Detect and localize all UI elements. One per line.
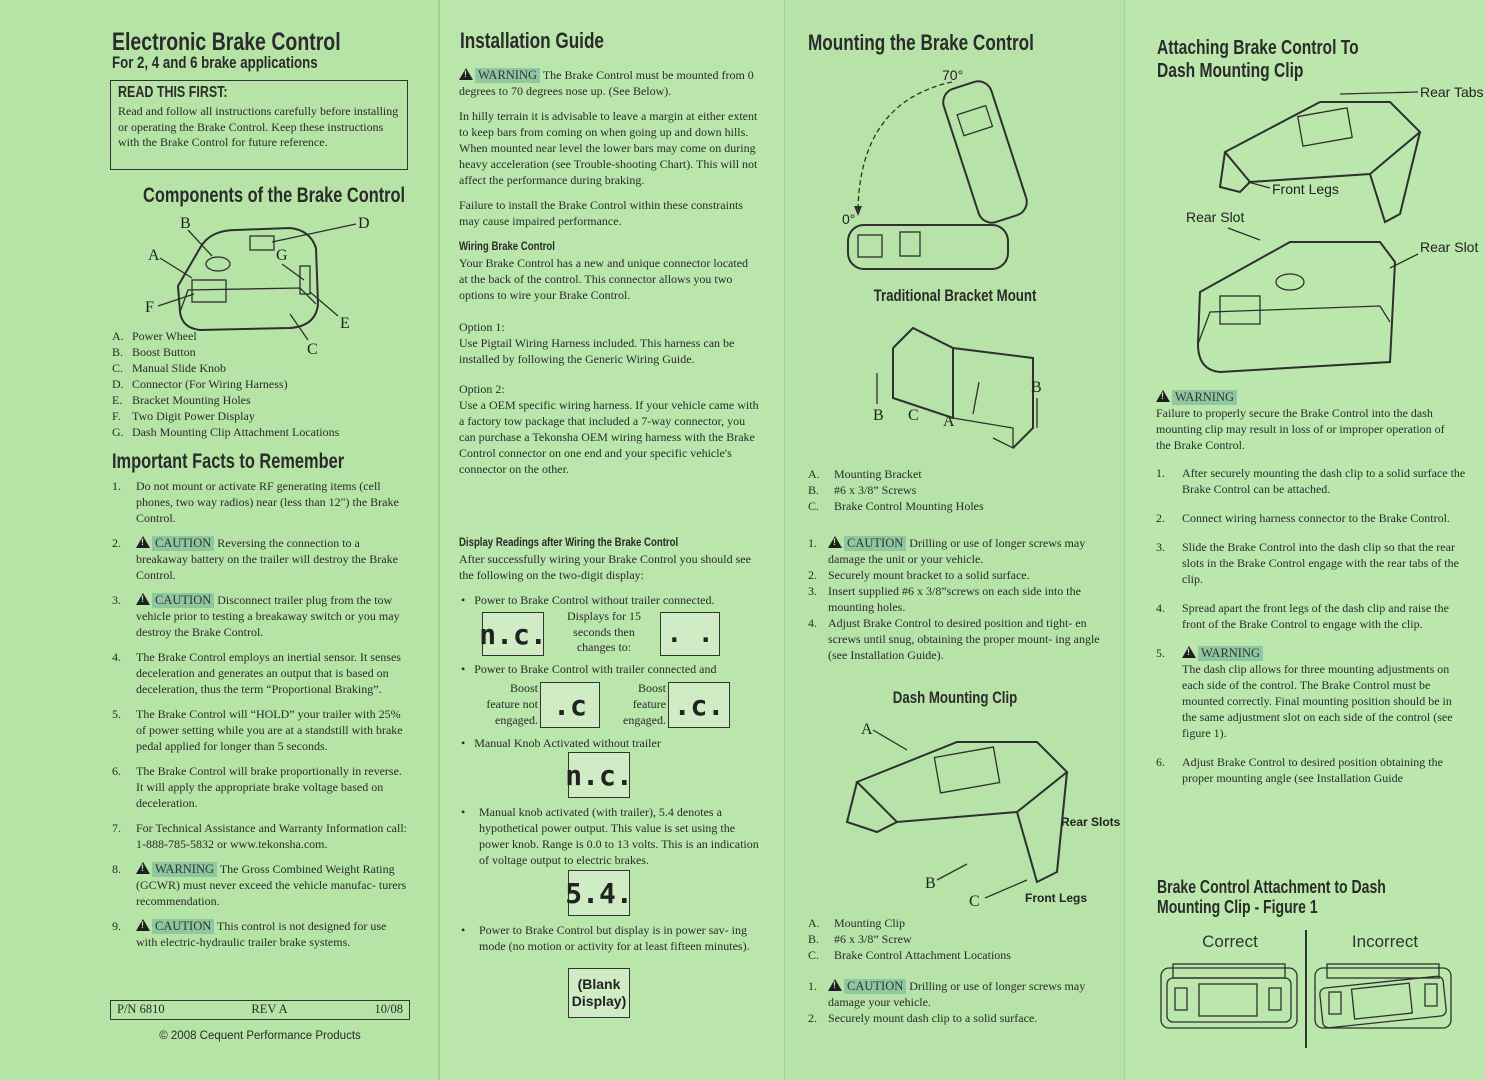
incorrect-mount-figure xyxy=(1313,962,1455,1032)
dash-clip-heading: Dash Mounting Clip xyxy=(892,688,1018,707)
option-1-label: Option 1: xyxy=(459,320,505,334)
component-item: G. Dash Mounting Clip Attachment Locations xyxy=(112,425,340,439)
caution-badge: CAUTION xyxy=(844,536,906,551)
installation-guide-heading: Installation Guide xyxy=(460,28,604,53)
clip-item: A. Mounting Clip xyxy=(808,916,906,930)
diagram-label-c: C xyxy=(307,341,318,358)
attach-step: 2. Connect wiring harness connector to the Brake Control. xyxy=(1156,511,1450,525)
diagram-label-e: E xyxy=(340,315,350,332)
caution-icon xyxy=(828,536,842,548)
mounting-heading: Mounting the Brake Control xyxy=(808,30,1034,55)
component-item: B. Boost Button xyxy=(112,345,196,359)
clip-item: B. #6 x 3/8” Screw xyxy=(808,932,912,946)
fact-item: 7. For Technical Assistance and Warranty Information call: 1-888-785-5832 or www.tekonsha.com. xyxy=(112,821,408,851)
reading-bullet-1: • Power to Brake Control without trailer connected. xyxy=(461,593,715,607)
panel-mounting xyxy=(785,0,1125,1080)
diagram-label-d: D xyxy=(358,215,370,232)
installation-text: !WARNING The Brake Control must be mounted from 0 degrees to 70 degrees nose up. (See Below). In hilly terrain it is advisable to leave a margin at either extent to keep bars from coming on when going up and down hills. When mounted near level the lower bars may come on during heavy acceleration (see Trouble-shooting Chart). This will not affect the performance during braking. Failure to install the Brake Control within these constraints may cause impaired performance. Wiring Brake Control Your Brake Control has a new and unique connector located at the back of the control. This connector allows you two options to wire your Brake Control. Option 1: Use Pigtail Wiring Harness included. This harness can be installed by following the Generic Wiring Guide. Option 2: Use a OEM specific wiring harness. If your vehicle came with a factory tow package that included a 7-way connector, you can purchase a Tekonsha OEM wiring harness with the Brake Control connector on one end and your specific vehicle's connector on the other. xyxy=(459,67,759,486)
wiring-heading: Wiring Brake Control xyxy=(459,239,555,253)
attach-warning: !WARNING Failure to properly secure the Brake Control into the dash mounting clip may result in loss of or improper operation of the Brake Control. xyxy=(1156,389,1456,453)
fact-item: 1. Do not mount or activate RF generating items (cell phones, two way radios) near (less than 12") the Brake Control. xyxy=(112,479,399,525)
angle-0-label: 0° xyxy=(842,211,856,227)
read-this-first-text: Read and follow all instructions carefully before installing or operating the Brake Control. Keep these instructions with the Brake Control for future reference. xyxy=(118,104,399,149)
caution-badge: CAUTION xyxy=(152,593,214,608)
components-heading: Components of the Brake Control xyxy=(143,184,406,207)
clip-items xyxy=(808,915,1108,963)
display-c: .c xyxy=(540,682,600,728)
angle-70-label: 70° xyxy=(942,67,964,83)
fact-item: 2. ! CAUTION Reversing the connection to a breakaway battery on the trailer will destroy the Brake Control. xyxy=(112,535,408,583)
caution-icon xyxy=(136,919,150,931)
clip-steps xyxy=(808,978,1108,1026)
component-item: F. Two Digit Power Display xyxy=(112,409,255,423)
document-title: Electronic Brake Control xyxy=(112,28,341,56)
warning-badge: WARNING xyxy=(152,862,217,877)
figure-heading-line1: Brake Control Attachment to Dash xyxy=(1157,877,1386,897)
bracket-label-b: B xyxy=(873,407,884,424)
warning-icon xyxy=(459,68,473,80)
display-blank: (Blank Display) xyxy=(568,968,630,1018)
attach-step: 5. ! WARNING The dash clip allows for three mounting adjustments on each side of the control. The Brake Control must be mounted correctly. Final mounting position should be in the same adjustment slot on each side of the control (see figure 1). xyxy=(1156,645,1466,741)
option-2-label: Option 2: xyxy=(459,382,505,396)
bracket-item: C. Brake Control Mounting Holes xyxy=(808,499,984,513)
fact-item: 4. The Brake Control employs an inertial sensor. It senses deceleration and generates an output that is based on deceleration, thus the term “Proportional Braking”. xyxy=(112,650,401,696)
bracket-label-b-right: B xyxy=(1031,379,1042,396)
bracket-items xyxy=(808,466,1108,514)
revision-date: 10/08 xyxy=(374,1002,403,1016)
facts-heading: Important Facts to Remember xyxy=(112,450,345,473)
clip-item: C. Brake Control Attachment Locations xyxy=(808,948,1011,962)
component-item: C. Manual Slide Knob xyxy=(112,361,226,375)
panel-electronic-brake-control xyxy=(0,0,440,1080)
bracket-step: 3. Insert supplied #6 x 3/8”screws on each side into the mounting holes. xyxy=(808,584,1081,614)
caution-badge: CAUTION xyxy=(844,979,906,994)
bracket-item: A. Mounting Bracket xyxy=(808,467,922,481)
rear-slot-left-label: Rear Slot xyxy=(1186,209,1245,225)
document-subtitle: For 2, 4 and 6 brake applications xyxy=(112,53,318,72)
diagram-label-g: G xyxy=(276,247,288,264)
bracket-mount-heading: Traditional Bracket Mount xyxy=(873,286,1037,305)
caution-badge: CAUTION xyxy=(152,536,214,551)
warning-icon xyxy=(136,862,150,874)
display-5-4: 5.4. xyxy=(568,870,630,916)
component-item: E. Bracket Mounting Holes xyxy=(112,393,251,407)
bracket-step: 4. Adjust Brake Control to desired position and tight- en screws until snug, obtaining the proper mount- ing angle (see Installation Guide). xyxy=(808,616,1100,662)
revision: REV A xyxy=(251,1002,288,1016)
bracket-step: 1. ! CAUTION Drilling or use of longer screws may damage the unit or your vehicle. xyxy=(808,535,1108,567)
diagram-label-a: A xyxy=(148,247,160,264)
boost-engaged-text: Boost feature engaged. xyxy=(623,681,666,727)
attach-step: 6. Adjust Brake Control to desired position obtaining the proper mounting angle (see Installation Guide xyxy=(1156,755,1443,785)
components-list xyxy=(112,328,432,440)
display-c-dot: .c. xyxy=(668,682,730,728)
panel-installation-guide xyxy=(440,0,785,1080)
correct-label: Correct xyxy=(1202,932,1258,951)
clip-label-a: A xyxy=(861,721,873,738)
warning-badge: WARNING xyxy=(475,68,540,83)
bracket-label-c: C xyxy=(908,407,919,424)
attaching-heading-line2: Dash Mounting Clip xyxy=(1157,60,1304,82)
bracket-mount-diagram xyxy=(853,318,1063,458)
read-this-first-box xyxy=(110,80,408,170)
attach-step: 1. After securely mounting the dash clip to a solid surface the Brake Control can be attached. xyxy=(1156,466,1466,496)
warning-badge: WARNING xyxy=(1198,646,1263,661)
copyright: © 2008 Cequent Performance Products xyxy=(159,1030,361,1042)
attach-steps xyxy=(1156,465,1466,795)
figure-heading-line2: Mounting Clip - Figure 1 xyxy=(1157,897,1318,917)
warning-icon xyxy=(1182,646,1196,658)
panel-attaching xyxy=(1125,0,1485,1080)
displays-for-text: Displays for 15 seconds then changes to: xyxy=(567,609,641,654)
component-item: A. Power Wheel xyxy=(112,329,197,343)
clip-step: 1. ! CAUTION Drilling or use of longer screws may damage your vehicle. xyxy=(808,978,1108,1010)
reading-bullet-4: • Manual knob activated (with trailer), 5.4 denotes a hypothetical power output. This value is set using the power knob. Range is 0.0 to 13 volts. This is an indication of voltage output to electric brakes. xyxy=(461,805,759,867)
rear-slots-label: Rear Slots xyxy=(1061,815,1121,829)
display-nc: n.c. xyxy=(482,612,544,656)
attach-step: 4. Spread apart the front legs of the dash clip and raise the front of the Brake Control to engage with the clip. xyxy=(1156,601,1449,631)
diagram-label-f: F xyxy=(145,299,154,316)
clip-label-b: B xyxy=(925,875,936,892)
caution-icon xyxy=(136,593,150,605)
warning-badge: WARNING xyxy=(1172,390,1237,405)
part-number: P/N 6810 xyxy=(117,1002,165,1016)
diagram-label-b: B xyxy=(180,215,191,232)
fact-item: 6. The Brake Control will brake proportionally in reverse. It will apply the appropriate brake voltage based on deceleration. xyxy=(112,764,402,810)
front-legs-label-top: Front Legs xyxy=(1272,181,1339,197)
dash-clip-diagram xyxy=(837,712,1121,912)
clip-label-c: C xyxy=(969,893,980,910)
display-readings: Display Readings after Wiring the Brake Control After successfully wiring your Brake Control you should see the following on the two-digit display: xyxy=(459,535,751,582)
attach-step: 3. Slide the Brake Control into the dash clip so that the rear slots in the Brake Control engage with the rear tabs of the clip. xyxy=(1156,540,1459,586)
attach-clip-diagram xyxy=(1180,82,1484,382)
facts-list xyxy=(112,478,408,959)
caution-icon xyxy=(136,536,150,548)
bracket-label-a: A xyxy=(943,413,955,430)
display-readings-heading: Display Readings after Wiring the Brake Control xyxy=(459,535,679,549)
part-number-footer xyxy=(110,1000,410,1020)
bracket-item: B. #6 x 3/8” Screws xyxy=(808,483,917,497)
read-this-first-heading: READ THIS FIRST: xyxy=(118,84,228,101)
bracket-steps xyxy=(808,535,1108,663)
reading-bullet-3: • Manual Knob Activated without trailer xyxy=(461,736,661,750)
caution-icon xyxy=(828,979,842,991)
bracket-step: 2. Securely mount bracket to a solid surface. xyxy=(808,568,1030,582)
boost-not-engaged-text: Boost feature not engaged. xyxy=(486,681,538,727)
correct-mount-figure xyxy=(1159,962,1301,1032)
fact-item: 8. ! WARNING The Gross Combined Weight Rating (GCWR) must never exceed the vehicle manufac- turers recommendation. xyxy=(112,861,408,909)
clip-step: 2. Securely mount dash clip to a solid surface. xyxy=(808,1011,1038,1025)
figure-divider xyxy=(1305,930,1307,1048)
fact-item: 9. ! CAUTION This control is not designed for use with electric-hydraulic trailer brake systems. xyxy=(112,918,408,950)
display-dots: . . xyxy=(660,612,720,656)
rear-slot-right-label: Rear Slot xyxy=(1420,239,1479,255)
reading-bullet-2: • Power to Brake Control with trailer connected and xyxy=(461,662,717,676)
reading-bullet-5: • Power to Brake Control but display is in power sav- ing mode (no motion or activity for at least fifteen minutes). xyxy=(461,923,750,953)
component-item: D. Connector (For Wiring Harness) xyxy=(112,377,288,391)
attaching-heading-line1: Attaching Brake Control To xyxy=(1157,37,1359,59)
display-nc-manual: n.c. xyxy=(568,752,630,798)
rear-tabs-label-rear: Rear Tabs xyxy=(1420,84,1484,100)
incorrect-label: Incorrect xyxy=(1351,932,1419,951)
fact-item: 3. ! CAUTION Disconnect trailer plug from the tow vehicle prior to testing a breakaway switch or you may destroy the Brake Control. xyxy=(112,592,408,640)
warning-icon xyxy=(1156,390,1170,402)
fact-item: 5. The Brake Control will “HOLD” your trailer with 25% of power setting while you are at a standstill with brake pedal applied for longer than 5 seconds. xyxy=(112,707,403,753)
caution-badge: CAUTION xyxy=(152,919,214,934)
mounting-angle-diagram xyxy=(840,60,1060,275)
front-legs-label: Front Legs xyxy=(1025,891,1087,905)
